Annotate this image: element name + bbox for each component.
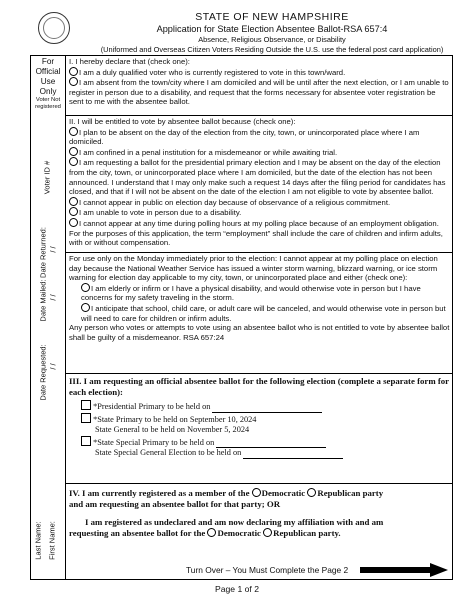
date-mailed-field[interactable]: / / xyxy=(48,294,58,301)
section-3: III. I am requesting an official absentee ballot for the following election (complete a separate form for each election): *Presidential Primary to be held on *State Primary to be held on September 10, 2024 State General to be held on November 5, 2024 *State Special Primary to be held on State Special General Election to be held on xyxy=(69,376,451,459)
republican-radio[interactable] xyxy=(307,488,316,497)
section-3-heading: III. I am requesting an official absentee ballot for the following election (complete a separate form for each election): xyxy=(69,376,449,397)
page-number: Page 1 of 2 xyxy=(215,584,259,594)
form-title: STATE OF NEW HAMPSHIRE xyxy=(195,11,349,23)
form-note: (Uniformed and Overseas Citizen Voters Residing Outside the U.S. use the federal post card application) xyxy=(100,45,444,54)
voter-not-registered-label: Voter Not registered xyxy=(35,97,61,110)
official-use-label: For Official Use Only Voter Not registered xyxy=(33,57,63,111)
turn-over-banner xyxy=(186,563,448,577)
section-2-option-3-radio[interactable] xyxy=(69,157,78,166)
state-seal-icon xyxy=(38,12,70,44)
democratic-radio[interactable] xyxy=(252,488,261,497)
arrow-right-icon xyxy=(360,563,448,577)
weather-intro: For use only on the Monday immediately prior to the election: I cannot appear at my polling place on election day because the National Weather Service has issued a winter storm warning, blizzard warning, or ice storm warning for election day applicable to my city, town, or unincorporated place and either (check one): xyxy=(69,254,438,283)
section-2-option-1-radio[interactable] xyxy=(69,127,78,136)
undeclared-democratic-radio[interactable] xyxy=(207,528,216,537)
turn-over-text: Turn Over – You Must Complete the Page 2 xyxy=(186,565,349,575)
weather-option-1-radio[interactable] xyxy=(81,283,90,292)
section-2-option-5-radio[interactable] xyxy=(69,207,78,216)
weather-section: For use only on the Monday immediately prior to the election: I cannot appear at my polling place on election day because the National Weather Service has issued a winter storm warning, blizzard warning, or ice storm warning for election day applicable to my city, town, or unincorporated place and either (check one): I am elderly or infirm or I have a physical disability, and would otherwise vote in person but I have concerns for my safety traveling in the storm. I anticipate that school, child care, or adult care will be canceled, and would otherwise vote in person but will need to care for children or infirm adults. Any person who votes or attempts to vote using an absentee ballot who is not entitled to vote by absentee ballot shall be guilty of a misdemeanor. RSA 657:24 xyxy=(69,254,450,342)
date-returned-field[interactable]: / / xyxy=(48,246,58,253)
section-4: IV. I am currently registered as a member of the Democratic Republican party and am requesting an absentee ballot for that party; OR I am registered as undeclared and am now declaring my affiliation with and am requesting an absentee ballot for the Democratic Republican party. xyxy=(69,488,384,538)
section-1: I. I hereby declare that (check one): I am a duly qualified voter who is currently registered to vote in this town/ward. I am absent from the town/city where I am domiciled and will be until after the next election, or I am unable to register in person due to a disability, and request that the forms necessary for absentee voter registration be sent to me with the absentee ballot. xyxy=(69,57,451,107)
special-primary-date-field[interactable] xyxy=(216,439,326,448)
divider xyxy=(66,115,453,116)
presidential-primary-date-field[interactable] xyxy=(212,404,322,413)
form-subtitle: Application for State Election Absentee Ballot-RSA 657:4 xyxy=(156,24,388,34)
misdemeanor-warning: Any person who votes or attempts to vote using an absentee ballot who is not entitled to vote by absentee ballot shall be guilty of a misdemeanor. RSA 657:24 xyxy=(69,323,450,342)
special-general-date-field[interactable] xyxy=(243,450,343,459)
form-reasons: Absence, Religious Observance, or Disability xyxy=(198,35,346,44)
undeclared-republican-radio[interactable] xyxy=(263,528,272,537)
section-2-heading: II. I will be entitled to vote by absentee ballot because (check one): xyxy=(69,117,296,126)
date-requested-field[interactable]: / / xyxy=(48,363,58,370)
section-1-option-1-radio[interactable] xyxy=(69,67,78,76)
section-2-option-6-radio[interactable] xyxy=(69,218,78,227)
date-mailed-label: Date Mailed: xyxy=(38,279,48,322)
state-special-primary-checkbox[interactable] xyxy=(81,436,91,446)
first-name-label: First Name: xyxy=(47,521,57,560)
section-2-option-4-radio[interactable] xyxy=(69,197,78,206)
section-1-option-2-radio[interactable] xyxy=(69,77,78,86)
last-name-label: Last Name: xyxy=(33,521,43,560)
section-2-option-2-radio[interactable] xyxy=(69,147,78,156)
date-returned-label: Date Returned: xyxy=(38,227,48,278)
divider xyxy=(66,483,453,484)
section-1-heading: I. I hereby declare that (check one): xyxy=(69,57,190,66)
voter-id-label: Voter ID # xyxy=(42,160,52,195)
section-2: II. I will be entitled to vote by absentee ballot because (check one): I plan to be absent on the day of the election from the city, town, or unincorporated place where I am domiciled. I am confined in a penal institution for a misdemeanor or while awaiting trial. I am requesting a ballot for the presidential primary election and I may be absent on the day of the election from the city, town, or unincorporated place where I am domiciled, but the date of the election has not been announced. I understand that I may only make such a request 14 days after the filing period for candidates has closed, and that if I will not be absent on the date of the election I am not eligible to vote by absentee ballot. I cannot appear in public on election day because of observance of a religious commitment. I am unable to vote in person due to a disability. I cannot appear at any time during polling hours at my polling place because of an employment obligation. For the purposes of this application, the term “employment” shall include the care of children and infirm adults, with or without compensation. xyxy=(69,117,451,248)
divider xyxy=(66,252,453,253)
divider xyxy=(66,373,453,374)
date-requested-label: Date Requested: xyxy=(38,344,48,401)
weather-option-2-radio[interactable] xyxy=(81,303,90,312)
presidential-primary-checkbox[interactable] xyxy=(81,400,91,410)
state-primary-checkbox[interactable] xyxy=(81,413,91,423)
